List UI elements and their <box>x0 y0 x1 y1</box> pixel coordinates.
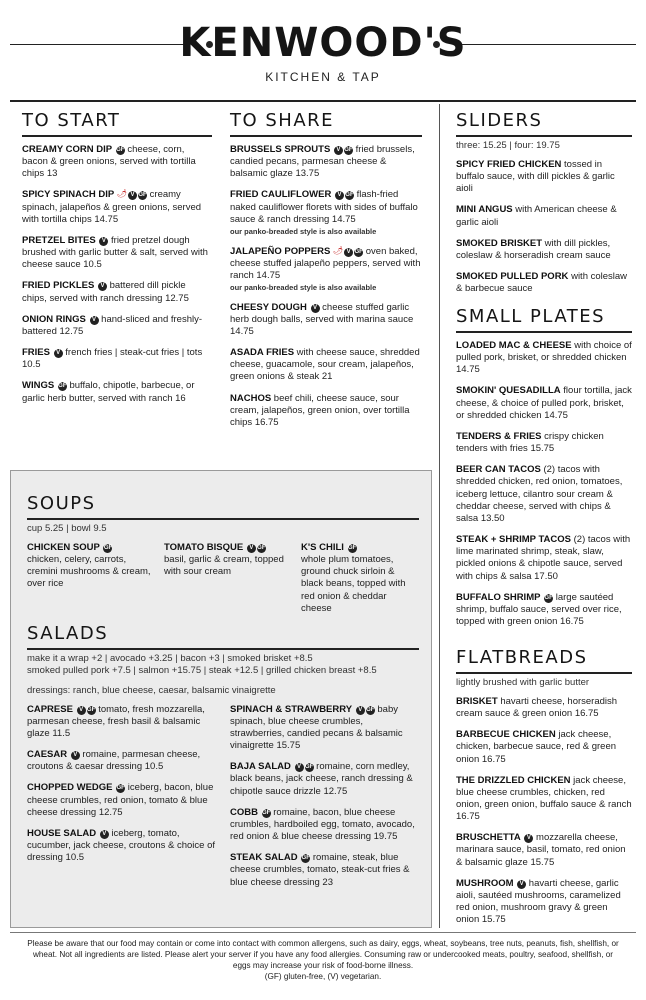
menu-item: CHEESY DOUGH V cheese stuffed garlic herb dough balls, served with marina sauce 14.75 <box>230 301 414 337</box>
footer-divider <box>10 932 636 933</box>
section-title: TO SHARE <box>230 110 335 131</box>
vegetarian-icon: V <box>77 706 86 715</box>
vegetarian-icon: V <box>517 880 526 889</box>
section-price: cup 5.25 | bowl 9.5 <box>27 523 107 534</box>
salads-list <box>27 704 419 898</box>
menu-item: BEER CAN TACOS (2) tacos with shredded chicken, red onion, tomatoes, iceberg lettuce, cilantro sour cream & cheddar cheese, served with chips & salsa 13.50 <box>456 464 623 524</box>
menu-item: STEAK + SHRIMP TACOS (2) tacos with lime marinated shrimp, steak, slaw, pickled onions & chipotle sauce, served with chips & salsa 17.50 <box>456 534 631 582</box>
salads-left-column <box>27 704 216 898</box>
menu-item: BRUSCHETTA V mozzarella cheese, marinara sauce, basil, tomato, red onion & balsamic glaze 15.75 <box>456 832 626 868</box>
menu-item: LOADED MAC & CHEESE with choice of pulled pork, brisket, or shredded chicken 14.75 <box>456 340 632 376</box>
restaurant-name: KENWOOD'S <box>179 20 467 66</box>
gluten-free-icon: GF <box>116 785 125 792</box>
gluten-free-icon: GF <box>138 192 147 199</box>
menu-item: SMOKIN' QUESADILLA flour tortilla, jack cheese, & choice of pulled pork, brisket, or shredded chicken 14.75 <box>456 385 632 421</box>
gluten-free-icon: GF <box>58 383 67 390</box>
section-title: TO START <box>22 110 121 131</box>
section-rule <box>27 648 419 650</box>
menu-item: TOMATO BISQUE V GF basil, garlic & cream, topped with sour cream <box>164 541 284 578</box>
header-divider <box>10 100 636 102</box>
menu-item: SPINACH & STRAWBERRY V GF baby spinach, blue cheese crumbles, strawberries, candied pecans & balsamic vinaigrette 15.75 <box>230 703 403 752</box>
disclaimer-line: eggs may increase your risk of food-borne illness. <box>232 961 414 971</box>
menu-item: COBB GF romaine, bacon, blue cheese crumbles, hardboiled egg, tomato, avocado, red onion & blue cheese dressing 19.75 <box>230 806 415 843</box>
disclaimer-line: wheat. Not all ingredients are listed. Please alert your server if you have any food allergies. Consuming raw or undercooked meats, poultry, seafood, shellfish, or <box>32 950 614 960</box>
menu-header <box>0 0 646 100</box>
section-rule <box>456 672 632 674</box>
menu-item: STEAK SALAD GF romaine, steak, blue cheese crumbles, tomato, steak-cut fries & blue cheese dressing 23 <box>230 852 410 888</box>
gluten-free-icon: GF <box>86 706 96 713</box>
gluten-free-icon: GF <box>347 544 357 551</box>
gluten-free-icon: GF <box>301 855 310 862</box>
menu-item: CREAMY CORN DIP GF cheese, corn, bacon & green onions, served with tortilla chips 13 <box>22 144 196 180</box>
vegetarian-icon: V <box>356 706 365 715</box>
menu-item: THE DRIZZLED CHICKEN jack cheese, blue cheese crumbles, chicken, red onion, green onion, buffalo sauce & ranch 16.75 <box>456 774 632 823</box>
menu-item: FRIES V french fries | steak-cut fries | tots 10.5 <box>22 347 203 371</box>
small-plates-section <box>456 306 632 637</box>
salad-addons: make it a wrap +2 | avocado +3.25 | bacon +3 | smoked brisket +8.5 <box>27 653 313 664</box>
menu-item: HOUSE SALAD V iceberg, tomato, cucumber, jack cheese, croutons & choice of dressing 10.5 <box>27 827 215 864</box>
section-rule <box>27 518 419 520</box>
menu-item: PRETZEL BITES V fried pretzel dough brushed with garlic butter & salt, served with cheese sauce 10.5 <box>22 234 208 271</box>
vegetarian-icon: V <box>334 146 343 155</box>
menu-item: CAESAR V romaine, parmesan cheese, croutons & caesar dressing 10.5 <box>27 749 201 773</box>
disclaimer-line: Please be aware that our food may contain or come into contact with common allergens, such as dairy, eggs, wheat, soybeans, tree nuts, peanuts, fish, shellfish, or <box>27 939 619 948</box>
menu-item: BAJA SALAD V GF romaine, corn medley, black beans, jack cheese, ranch dressing & chipotle sauce drizzle 12.75 <box>230 761 413 797</box>
vegetarian-icon: V <box>295 763 304 772</box>
menu-item: FRIED CAULIFLOWER V GF flash-fried naked cauliflower florets with sides of buffalo sauce & ranch dressing 14.75 our panko-breaded style is also available <box>230 189 418 236</box>
menu-item: CAPRESE V GF tomato, fresh mozzarella, parmesan cheese, fresh basil & balsamic glaze 11.5 <box>27 703 205 739</box>
menu-item: CHOPPED WEDGE GF iceberg, bacon, blue cheese crumbles, red onion, tomato & blue cheese dressing 12.75 <box>27 782 214 818</box>
vegetarian-icon: V <box>98 282 107 291</box>
restaurant-subtitle: KITCHEN & TAP <box>265 70 381 84</box>
section-title: FLATBREADS <box>456 647 588 668</box>
section-title: SALADS <box>27 623 109 644</box>
gluten-free-icon: GF <box>261 809 271 816</box>
vegetarian-icon: V <box>311 304 320 313</box>
menu-item: TENDERS & FRIES crispy chicken tenders with fries 15.75 <box>456 430 604 455</box>
menu-item: FRIED PICKLES V battered dill pickle chips, served with ranch dressing 12.75 <box>22 280 189 304</box>
gluten-free-icon: GF <box>304 764 314 771</box>
menu-item: SMOKED BRISKET with dill pickles, coleslaw & horseradish cream sauce <box>456 237 611 261</box>
menu-item: SMOKED PULLED PORK with coleslaw & barbecue sauce <box>456 270 628 295</box>
menu-item: MINI ANGUS with American cheese & garlic aioli <box>456 204 617 228</box>
section-price: three: 15.25 | four: 19.75 <box>456 140 560 151</box>
menu-item: JALAPEÑO POPPERS 🌶 V GF oven baked, cheese stuffed jalapeño peppers, served with ranch 14.75 our panko-breaded style is also available <box>230 245 421 292</box>
vegetarian-icon: V <box>335 191 344 200</box>
section-rule <box>456 135 632 137</box>
section-rule <box>230 135 422 137</box>
vegetarian-icon: V <box>100 830 109 839</box>
vegetarian-icon: V <box>90 316 99 325</box>
salads-section <box>27 623 419 898</box>
vegetarian-icon: V <box>344 248 353 257</box>
menu-item: BUFFALO SHRIMP GF large sautéed shrimp, buffalo sauce, served over rice, topped with green onion 16.75 <box>456 591 622 627</box>
to-start-section <box>22 110 212 414</box>
menu-item: MUSHROOM V havarti cheese, garlic aioli, sautéed mushrooms, caramelized red onion, mushroom gravy & green onion 15.75 <box>456 877 621 926</box>
to-share-section <box>230 110 422 438</box>
salad-addons: smoked pulled pork +7.5 | salmon +15.75 | steak +12.5 | grilled chicken breast +8.5 <box>27 664 377 676</box>
allergen-disclaimer <box>8 938 638 996</box>
gluten-free-icon: GF <box>345 192 354 199</box>
gluten-free-icon: GF <box>354 248 363 255</box>
menu-item: CHICKEN SOUP GF chicken, celery, carrots, cremini mushrooms & cream, over rice <box>27 541 151 590</box>
gluten-free-icon: GF <box>544 594 553 601</box>
vegetarian-icon: V <box>99 237 108 246</box>
section-title: SMALL PLATES <box>456 306 606 327</box>
menu-item: WINGS GF buffalo, chipotle, barbecue, or garlic herb butter, served with ranch 16 <box>22 380 195 404</box>
gluten-free-icon: GF <box>103 544 113 551</box>
gluten-free-icon: GF <box>366 706 375 713</box>
menu-item: BARBECUE CHICKEN jack cheese, chicken, barbecue sauce, red & green onion 16.75 <box>456 729 617 765</box>
salad-dressings: dressings: ranch, blue cheese, caesar, balsamic vinaigrette <box>27 684 276 696</box>
soups-salads-panel <box>10 470 432 928</box>
column-divider <box>439 104 440 928</box>
chili-pepper-icon: 🌶 <box>332 245 344 255</box>
section-subtitle: lightly brushed with garlic butter <box>456 677 590 688</box>
chili-pepper-icon: 🌶 <box>116 189 128 199</box>
flatbreads-section <box>456 647 632 935</box>
menu-item: BRUSSELS SPROUTS V GF fried brussels, candied pecans, parmesan cheese & balsamic glaze 13.75 <box>230 144 415 180</box>
vegetarian-icon: V <box>524 834 533 843</box>
section-rule <box>22 135 212 137</box>
menu-item: ONION RINGS V hand-sliced and freshly-battered 12.75 <box>22 313 203 337</box>
legend-line: (GF) gluten-free, (V) vegetarian. <box>264 972 382 982</box>
gluten-free-icon: GF <box>257 544 266 551</box>
menu-item: SPICY SPINACH DIP 🌶 V GF creamy spinach, jalapeños & green onions, served with tortilla chips 14.75 <box>22 189 202 225</box>
gluten-free-icon: GF <box>116 147 125 153</box>
section-title: SLIDERS <box>456 110 543 131</box>
vegetarian-icon: V <box>128 191 137 200</box>
menu-item: BRISKET havarti cheese, horseradish cream sauce & green onion 16.75 <box>456 695 618 720</box>
vegetarian-icon: V <box>71 751 80 760</box>
gluten-free-icon: GF <box>344 147 353 153</box>
section-rule <box>456 331 632 333</box>
section-title: SOUPS <box>27 493 96 514</box>
soups-list <box>27 542 419 624</box>
soups-section <box>27 493 419 624</box>
vegetarian-icon: V <box>54 349 63 358</box>
vegetarian-icon: V <box>247 544 256 553</box>
salads-right-column <box>230 704 419 898</box>
menu-item: NACHOS beef chili, cheese sauce, sour cream, jalapeños, green onion, over tortilla chips 16.75 <box>230 392 410 428</box>
menu-item: K'S CHILI GF whole plum tomatoes, ground chuck sirloin & black beans, topped with red onion & cheddar cheese <box>301 541 406 614</box>
sliders-section <box>456 110 632 304</box>
menu-item: SPICY FRIED CHICKEN tossed in buffalo sauce, with dill pickles & garlic aioli <box>456 158 615 195</box>
menu-item: ASADA FRIES with cheese sauce, shredded cheese, guacamole, sour cream, jalapeños, green onions & steak 21 <box>230 347 420 383</box>
